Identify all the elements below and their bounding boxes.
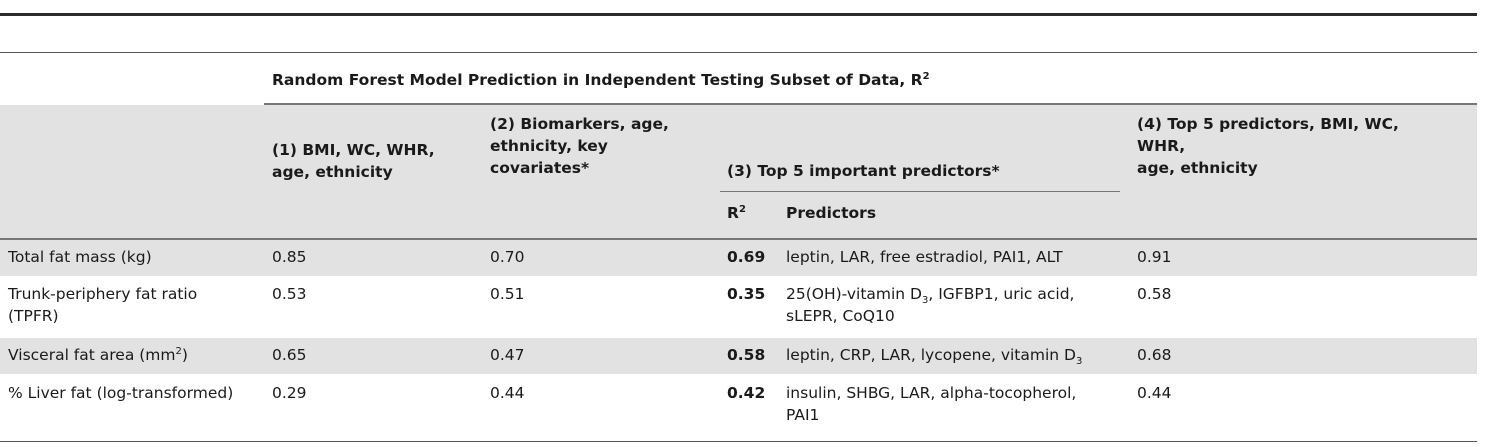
col4-value: 0.91: [1137, 248, 1172, 266]
r2-value: 0.35: [727, 285, 766, 303]
row-label: Trunk-periphery fat ratio (TPFR): [8, 285, 198, 325]
col4-value: 0.58: [1137, 285, 1172, 303]
col4-value: 0.44: [1137, 384, 1172, 402]
row-label: % Liver fat (log-transformed): [8, 384, 234, 402]
col1-value: 0.29: [272, 384, 307, 402]
col1-value: 0.85: [272, 248, 307, 266]
col3-header: (3) Top 5 important predictors*: [727, 162, 1000, 180]
row-label: Visceral fat area $(mm^2)$: [8, 345, 188, 364]
table-top-rule: [0, 13, 1477, 16]
table-column-header-row: [0, 105, 1477, 192]
predictors-value: 25(OH)-vitamin $D_3$, IGFBP1, uric acid, sLEPR, CoQ10: [786, 285, 1075, 325]
r2-value: 0.42: [727, 384, 766, 402]
r2-value: 0.58: [727, 346, 766, 364]
table-row: [0, 276, 1477, 338]
col1-header: (1) BMI, WC, WHR, age, ethnicity: [272, 141, 435, 181]
predictors-value: leptin, LAR, free estradiol, PAI1, ALT: [786, 248, 1063, 266]
table-row: [0, 338, 1477, 374]
col2-value: 0.47: [490, 346, 525, 364]
table-super-header-row: [0, 53, 1477, 103]
col2-value: 0.51: [490, 285, 525, 303]
col1-value: 0.53: [272, 285, 307, 303]
r2-subheader: $R^2$: [727, 203, 746, 222]
predictors-subheader: Predictors: [786, 204, 877, 222]
table-row: [0, 374, 1477, 440]
table-subheader-row: [0, 192, 1477, 238]
col2-value: 0.70: [490, 248, 525, 266]
col4-header: (4) Top 5 predictors, BMI, WC, WHR, age, ethnicity: [1137, 115, 1399, 177]
table-super-title: Random Forest Model Prediction in Independent Testing Subset of Data, $R^2$: [272, 70, 930, 89]
row-label: Total fat mass (kg): [8, 248, 152, 266]
predictors-value: insulin, SHBG, LAR, alpha-tocopherol, PAI1: [786, 384, 1077, 424]
table-row: [0, 240, 1477, 276]
r2-value: 0.69: [727, 248, 766, 266]
col4-value: 0.68: [1137, 346, 1172, 364]
table-bottom-rule: [0, 441, 1477, 442]
col2-value: 0.44: [490, 384, 525, 402]
col2-header: (2) Biomarkers, age, ethnicity, key covariates*: [490, 115, 669, 177]
predictors-value: leptin, CRP, LAR, lycopene, vitamin $D_3$: [786, 346, 1083, 368]
col1-value: 0.65: [272, 346, 307, 364]
